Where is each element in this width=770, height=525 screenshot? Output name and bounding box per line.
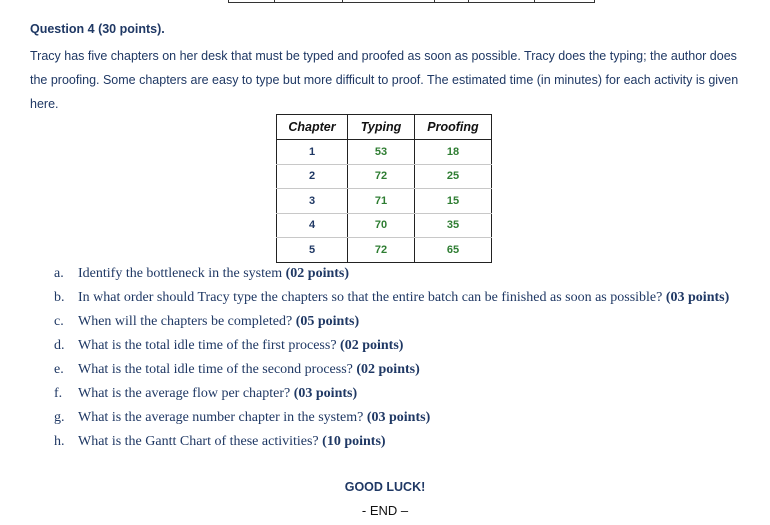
task-marker: f. — [54, 386, 63, 401]
task-points: (03 points) — [665, 290, 730, 305]
task-item — [54, 382, 754, 406]
typing-cell: 72 — [348, 164, 415, 189]
table-row — [277, 140, 492, 165]
task-marker: h. — [54, 434, 65, 449]
typing-cell: 71 — [348, 189, 415, 214]
task-text: When will the chapters be completed? — [78, 314, 293, 329]
task-marker: d. — [54, 338, 65, 353]
proofing-cell: 65 — [415, 238, 492, 263]
task-list — [54, 262, 754, 454]
header-chapter: Chapter — [277, 115, 348, 140]
question-title: Question 4 (30 points). — [30, 22, 165, 36]
task-points: (10 points) — [322, 434, 386, 449]
table-row — [277, 164, 492, 189]
proofing-cell: 35 — [415, 213, 492, 238]
task-text: What is the total idle time of the second process? — [78, 362, 353, 377]
task-points: (03 points) — [366, 410, 431, 425]
end-marker: - END – — [361, 503, 409, 518]
previous-table-bottom-edge — [228, 0, 595, 3]
header-proofing: Proofing — [415, 115, 492, 140]
good-luck-text: GOOD LUCK! — [344, 480, 426, 494]
question-intro: Tracy has five chapters on her desk that must be typed and proofed as soon as possible. Tracy does the typing; the author does the proofing. Some chapters are easy to type but more difficult to proof. The estimated time (in minutes) for each activity is given here. — [30, 49, 739, 111]
task-marker: a. — [54, 266, 64, 281]
table-header-row — [277, 115, 492, 140]
header-typing: Typing — [348, 115, 415, 140]
typing-cell: 72 — [348, 238, 415, 263]
task-points: (02 points) — [340, 338, 404, 353]
activity-time-table — [276, 114, 492, 263]
chapter-cell: 2 — [277, 164, 348, 189]
task-text: Identify the bottleneck in the system — [78, 266, 283, 281]
chapter-cell: 4 — [277, 213, 348, 238]
task-marker: g. — [54, 410, 65, 425]
task-points: (03 points) — [293, 386, 358, 401]
task-item — [54, 262, 754, 286]
proofing-cell: 15 — [415, 189, 492, 214]
task-text: What is the average flow per chapter? — [78, 386, 291, 401]
task-text: What is the total idle time of the first process? — [78, 338, 337, 353]
table-row — [277, 189, 492, 214]
table-row — [277, 238, 492, 263]
chapter-cell: 1 — [277, 140, 348, 165]
task-points: (05 points) — [295, 314, 360, 329]
task-item — [54, 358, 754, 382]
chapter-cell: 5 — [277, 238, 348, 263]
task-item — [54, 310, 754, 334]
task-text: In what order should Tracy type the chapters so that the entire batch can be finished as soon as possible? — [78, 290, 663, 305]
task-item — [54, 430, 754, 454]
proofing-cell: 25 — [415, 164, 492, 189]
typing-cell: 70 — [348, 213, 415, 238]
task-marker: b. — [54, 290, 65, 305]
typing-cell: 53 — [348, 140, 415, 165]
table-row — [277, 213, 492, 238]
task-text: What is the average number chapter in the system? — [78, 410, 364, 425]
task-item — [54, 406, 754, 430]
task-text: What is the Gantt Chart of these activities? — [78, 434, 319, 449]
chapter-cell: 3 — [277, 189, 348, 214]
task-item — [54, 334, 754, 358]
proofing-cell: 18 — [415, 140, 492, 165]
task-points: (02 points) — [356, 362, 420, 377]
task-marker: e. — [54, 362, 64, 377]
task-item — [54, 286, 754, 310]
task-marker: c. — [54, 314, 64, 329]
task-points: (02 points) — [285, 266, 350, 281]
